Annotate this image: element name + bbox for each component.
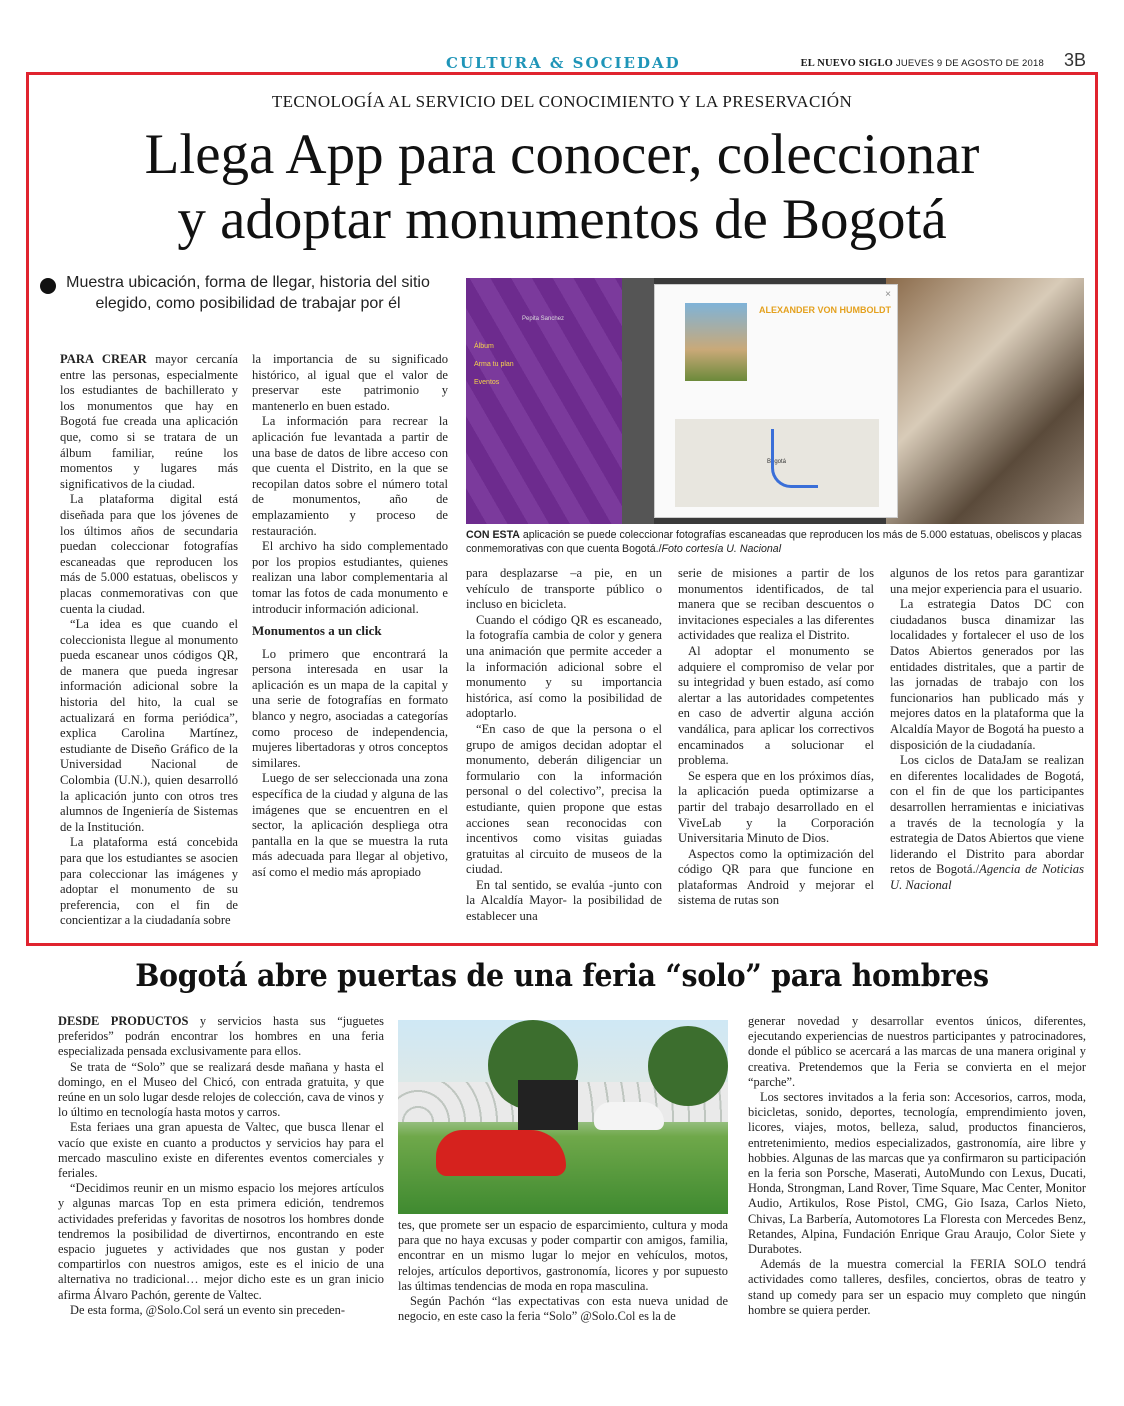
white-sports-car [594, 1102, 664, 1130]
app-sidebar [466, 278, 622, 524]
subhead-bullet-icon [40, 278, 56, 294]
caption-lead: CON ESTA [466, 529, 520, 541]
article1-column-2 [252, 352, 448, 881]
paragraph: mayor cercanía entre las personas, especialmente los estudiantes de bachillerato y los monumentos que hay en Bogotá fue creada una aplicación que, como si se tratara de un álbum familiar, reúne los momentos y lugares más significativos de la ciudad. [60, 352, 238, 491]
paragraph: La plataforma está concebida para que los estudiantes se asocien para coleccionar las imágenes y adoptar el monumento de su preferencia, con el fin de concientizar a la ciudadanía sobre [60, 835, 238, 928]
caption-text: aplicación se puede coleccionar fotografías escaneadas que reproducen los más de 5.000 estatuas, obeliscos y placas conmemorativas con que cuenta Bogotá./ [466, 529, 1082, 555]
paragraph: la importancia de su significado histórico, al igual que el valor de preservar este patrimonio y mantenerlo en buen estado. [252, 352, 448, 413]
monument-thumbnail [685, 303, 747, 381]
app-user-name: Pepita Sanchez [522, 316, 565, 322]
article2-headline: Bogotá abre puertas de una feria “solo” para hombres [135, 958, 989, 994]
article-subhead: Muestra ubicación, forma de llegar, historia del sitio elegido, como posibilidad de trabajar por él [66, 274, 430, 312]
map-city-label: Bogotá [767, 459, 787, 465]
paragraph: En tal sentido, se evalúa -junto con la Alcaldía Mayor- la posibilidad de establecer una [466, 877, 662, 924]
paragraph: Al adoptar el monumento se adquiere el compromiso de velar por su integridad y buen estado, así como alertar a las autoridades competentes en caso de advertir alguna acción vandálica, para aplicar los correctivos encaminados a solucionar el problema. [678, 643, 874, 768]
article-headline [0, 122, 1124, 252]
paragraph: La estrategia Datos DC con ciudadanos busca dinamizar las localidades y fortalecer el uso de los Datos Abiertos generados por las entidades distritales, que a partir de las jornadas de trabajo con los funcionarios han publicado más y mejores datos en la plataforma que la Alcaldía Mayor de Bogotá ha puesto a disposición de la ciudadanía. [890, 597, 1084, 752]
lead-in: PARA CREAR [60, 352, 147, 366]
route-map [675, 419, 879, 507]
paragraph: La plataforma digital está diseñada para que los jóvenes de los últimos años de secundaria puedan coleccionar fotografías escaneadas que reproducen los más de 5.000 estatuas, obeliscos y placas conmemorativas con que cuenta la ciudad. [60, 492, 238, 616]
photo-caption [466, 528, 1086, 556]
paragraph: Según Pachón “las expectativas con esta nueva unidad de negocio, en este caso la feria “Solo” @Solo.Col es la de [398, 1294, 728, 1324]
tree [648, 1026, 728, 1106]
section-name: CULTURA & SOCIEDAD [446, 54, 681, 72]
headline-line-1: Llega App para conocer, coleccionar [144, 123, 980, 186]
article1-column-5 [890, 566, 1084, 893]
paragraph: Se espera que en los próximos días, la aplicación pueda optimizarse a partir del trabajo desarrollado en el ViveLab y la Corporación Universitaria Minuto de Dios. [678, 768, 874, 846]
paragraph: Esta feriaes una gran apuesta de Valtec, que busca llenar el vacío que existe en cuanto a productos y servicios hay para el mercado masculino existe en diferentes eventos comerciales y feriales. [58, 1120, 384, 1181]
paragraph-text: Los ciclos de DataJam se realizan en diferentes localidades de Bogotá, con el fin de que los participantes desarrollen herramientas e iniciativas a través de la tecnología y la estrategia de Datos Abiertos que viene liderando el Distrito para abordar retos de Bogotá./ [890, 753, 1084, 877]
page-number: 3B [1063, 50, 1086, 70]
caption-credit: Foto cortesía U. Nacional [661, 543, 782, 555]
paragraph: Luego de ser seleccionada una zona específica de la ciudad y alguna de las imágenes que se encuentren en el sector, la aplicación despliega otra pantalla en la que se muestra la ruta más adecuada para llegar al objetivo, así como el medio más apropiado [252, 771, 448, 879]
paragraph: “En caso de que la persona o el grupo de amigos decidan adoptar el monumento, deberán diligenciar un formulario con la información personal o del colectivo”, precisa la estudiante, quien propone que estas acciones sean reconocidas con incentivos como visitas guiadas gratuitas al circuito de museos de la ciudad. [466, 721, 662, 877]
paragraph: generar novedad y desarrollar eventos únicos, diferentes, ejecutando experiencias de nuestros participantes y patrocinadores, donde el público se acercará a las marcas de una manera original y creativa. Pretendemos que la Feria se convierta en el mejor “parche”. [748, 1014, 1086, 1089]
paragraph: Los sectores invitados a la feria son: Accesorios, carros, moda, bicicletas, sonido, deportes, tecnología, emprendimiento joven, licores, viajes, motos, belleza, salud, productos financieros, entretenimiento, medios especializados, gastronomía, aire libre y hobbies. Algunas de las marcas que ya confirmaron su participación en la feria son Porsche, Maserati, AutoMundo con Lexus, Ducati, Honda, Strongman, Land Rover, Time Square, Mac Center, Monitor Audio, Artikulos, Rose Pistol, CMG, Gio Isaza, Carlos Nieto, Chivas, La Barbería, Automotores La Floresta con Mercedes Benz, Retandes, Alpina, Fundación Enrique Grau Araujo, Color Siete y Durabotes. [748, 1090, 1086, 1257]
fair-photo [398, 1020, 728, 1214]
paragraph: algunos de los retos para garantizar una mejor experiencia para el usuario. [890, 566, 1084, 596]
article2-column-1 [58, 1014, 384, 1318]
headline-line-2: y adoptar monumentos de Bogotá [177, 188, 947, 251]
article-credit: Agencia de Noticias U. Nacional [890, 862, 1084, 892]
red-sports-car [436, 1130, 566, 1176]
publication-info [801, 58, 1044, 69]
app-menu-item: Arma tu plan [474, 361, 514, 368]
app-monument-dialog [654, 284, 898, 518]
newspaper-name: EL NUEVO SIGLO [800, 58, 894, 69]
paragraph: Se trata de “Solo” que se realizará desde mañana y hasta el domingo, en el Museo del Chicó, con entrada gratuita, y que reúne en un solo lugar desde relojes de colección, cava de vinos y lo último en tecnología hasta motos y carros. [58, 1059, 384, 1120]
paragraph: De esta forma, @Solo.Col será un evento sin preceden- [70, 1302, 345, 1317]
lead-in: DESDE PRODUCTOS [58, 1014, 189, 1028]
paragraph: “Decidimos reunir en un mismo espacio los mejores artículos y algunas marcas Top en esta primera edición, tendremos actividades preferidas y favoritas de nosotros los hombres donde tendremos la posibilidad de divertirnos, encontrando en este espacio juguetes y actividades que nos gustan y poder compartirlos con nuestros amigos, este es el inicio de una alternativa no tradicional… mejor dicho este es un gran inicio afirma Álvaro Pachón, gerente de Valtec. [58, 1181, 384, 1302]
paragraph: serie de misiones a partir de los monumentos identificados, de tal manera que se reciban descuentos o invitaciones especiales a las diferentes actividades que realiza el Distrito. [678, 566, 874, 643]
article1-column-1 [60, 352, 238, 929]
article2-column-2 [398, 1218, 728, 1324]
article1-column-3 [466, 566, 662, 925]
paragraph: Lo primero que encontrará la persona interesada en usar la aplicación es un mapa de la capital y una serie de fotografías en formato blanco y negro, asociadas a categorías como proceso de independencia, mujeres libertadoras y otros conceptos similares. [252, 646, 448, 770]
paragraph: Aspectos como la optimización del código QR para que funcione en plataformas Android y mejorar el sistema de rutas son [678, 846, 874, 908]
close-icon: × [885, 289, 891, 300]
paragraph: Cuando el código QR es escaneado, la fotografía cambia de color y genera una animación que permite acceder a la información adicional sobre el monumento y su importancia histórica, así como la posibilidad de adoptarlo. [466, 612, 662, 721]
paragraph: El archivo ha sido complementado por los propios estudiantes, quienes realizan una labor complementaria al tomar las fotos de cada monumento e introducir información adicional. [252, 539, 448, 616]
section-subhead: Monumentos a un click [252, 623, 382, 639]
paragraph: tes, que promete ser un espacio de esparcimiento, cultura y moda para que no haya excusas y poder compartir con amigos, familia, encontrar en un mismo lugar lo mejor en vehículos, motos, relojes, artículos deportivos, gastronomía, licores y por supuesto las últimas tendencias de moda en ropa masculina. [398, 1218, 728, 1293]
statue-photos [886, 278, 1084, 524]
app-menu-item: Eventos [474, 379, 500, 386]
app-menu [474, 338, 514, 392]
paragraph [890, 753, 1084, 893]
app-menu-item: Álbum [474, 343, 494, 350]
publication-date: JUEVES 9 DE AGOSTO DE 2018 [895, 58, 1044, 69]
article-kicker: TECNOLOGÍA AL SERVICIO DEL CONOCIMIENTO Y LA PRESERVACIÓN [271, 92, 853, 111]
paragraph: “La idea es que cuando el coleccionista llegue al monumento pueda escanear unos códigos QR, de manera que pueda ingresar información adicional sobre la historia del hito, la cual se actualizará en forma periódica”, explica Carolina Martínez, estudiante de Diseño Gráfico de la Universidad Nacional de Colombia (U.N.), quien desarrolló la aplicación junto con otros tres alumnos de Ingeniería de Sistemas de la Institución. [60, 617, 238, 834]
article2-column-3 [748, 1014, 1086, 1318]
paragraph: Además de la muestra comercial la FERIA SOLO tendrá actividades como talleres, desfiles, conciertos, obras de teatro y stand up comedy para ser un espacio muy completo que ningún hombre se quiera perder. [748, 1257, 1086, 1317]
exhibition-tent [518, 1080, 578, 1130]
article1-column-4 [678, 566, 874, 909]
paragraph: para desplazarse –a pie, en un vehículo de transporte público o incluso en bicicleta. [466, 566, 662, 612]
paragraph: La información para recrear la aplicación fue levantada a partir de una base de datos de libre acceso con que cuenta el Distrito, en la que se recopilan datos sobre el número total de monumentos, año de emplazamiento y proceso de restauración. [252, 414, 448, 538]
app-background-strip [622, 278, 654, 524]
paragraph: y servicios hasta sus “juguetes preferidos” podrán encontrar los hombres en una feria especializada pensada exclusivamente para ellos. [58, 1014, 385, 1059]
masthead [28, 50, 1096, 72]
monument-name: ALEXANDER VON HUMBOLDT [759, 305, 891, 315]
app-screenshot-photo [466, 278, 1084, 524]
